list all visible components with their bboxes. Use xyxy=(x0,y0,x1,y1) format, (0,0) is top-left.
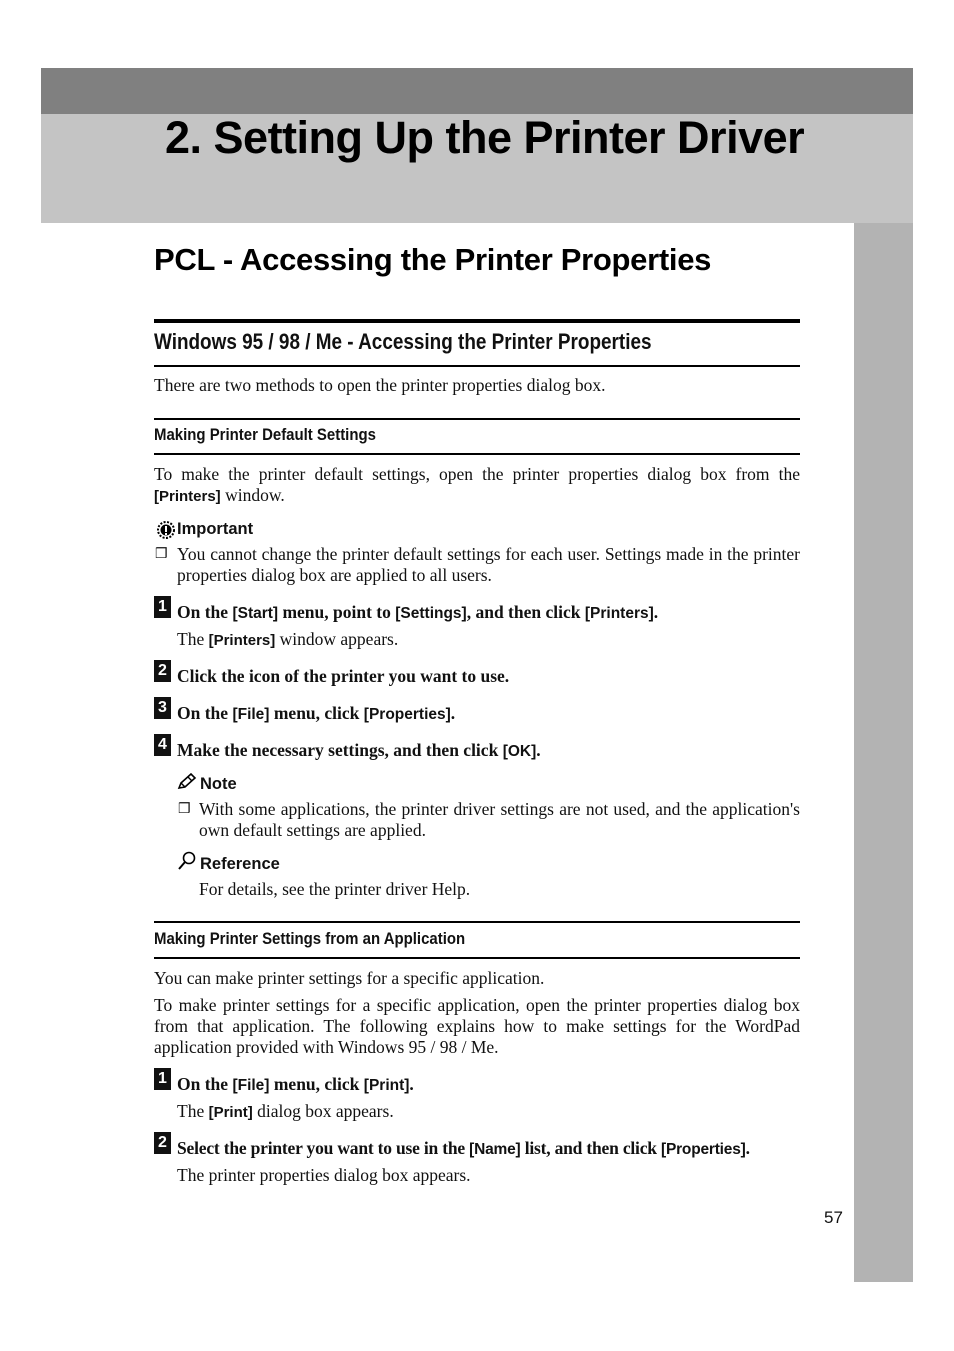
intro-paragraph: There are two methods to open the printer properties dialog box. xyxy=(154,375,606,395)
important-label: Important xyxy=(177,520,254,538)
step-4-text: Make the necessary settings, and then click [OK]. xyxy=(177,740,541,760)
part1-rule-top xyxy=(154,418,800,420)
step-1-result: The [Printers] window appears. xyxy=(177,629,399,649)
part1-title: Making Printer Default Settings xyxy=(154,425,376,444)
step-4-number: 4 xyxy=(154,734,171,756)
note-pencil-icon xyxy=(177,773,197,791)
part2-paragraph-2: To make printer settings for a specific application, open the printer properties dialog box from that application. The following explains how to make settings for the WordPad application provided with Windows 95 / 98 / Me. xyxy=(154,995,800,1057)
part2-step-1-result: The [Print] dialog box appears. xyxy=(177,1101,394,1121)
part2-paragraph-1: You can make printer settings for a specific application. xyxy=(154,968,545,988)
important-text: You cannot change the printer default settings for each user. Settings made in the printer properties dialog box are applied to all users. xyxy=(177,544,800,585)
part2-step-1-text: On the [File] menu, click [Print]. xyxy=(177,1074,414,1094)
part2-rule-bottom xyxy=(154,957,800,959)
step-3-text: On the [File] menu, click [Properties]. xyxy=(177,703,456,723)
part2-step-2-result: The printer properties dialog box appears. xyxy=(177,1165,471,1185)
important-icon xyxy=(156,520,176,540)
side-thumb-tab xyxy=(854,223,913,1282)
section-title: PCL - Accessing the Printer Properties xyxy=(154,242,712,277)
note-label: Note xyxy=(200,775,237,793)
part2-title: Making Printer Settings from an Application xyxy=(154,929,466,948)
part1-rule-bottom xyxy=(154,453,800,455)
reference-magnifier-icon xyxy=(177,851,197,871)
step-1-text: On the [Start] menu, point to [Settings], and then click [Printers]. xyxy=(177,602,659,622)
subsection-title: Windows 95 / 98 / Me - Accessing the Printer Properties xyxy=(154,329,652,354)
subsection-rule-top xyxy=(154,319,800,323)
chapter-title: 2. Setting Up the Printer Driver xyxy=(165,112,805,163)
note-text: With some applications, the printer driver settings are not used, and the application's own default settings are applied. xyxy=(199,799,800,840)
part2-step-1-number: 1 xyxy=(154,1068,171,1090)
step-1-number: 1 xyxy=(154,596,171,618)
reference-label: Reference xyxy=(200,855,280,873)
part2-rule-top xyxy=(154,921,800,923)
step-2-text: Click the icon of the printer you want to use. xyxy=(177,666,510,686)
reference-text: For details, see the printer driver Help. xyxy=(199,879,471,899)
subsection-rule-bottom xyxy=(154,365,800,367)
part1-paragraph: To make the printer default settings, open the printer properties dialog box from the [Printers] window. xyxy=(154,464,800,505)
note-bullet: ❒ xyxy=(178,802,191,817)
step-3-number: 3 xyxy=(154,697,171,719)
printers-window-ref: [Printers] xyxy=(154,488,221,505)
header-band-dark xyxy=(41,68,913,114)
step-2-number: 2 xyxy=(154,660,171,682)
part2-step-2-number: 2 xyxy=(154,1132,171,1154)
important-bullet: ❒ xyxy=(155,547,168,562)
page-number: 57 xyxy=(824,1208,843,1227)
part2-step-2-text: Select the printer you want to use in the [Name] list, and then click [Properties]. xyxy=(177,1138,750,1158)
